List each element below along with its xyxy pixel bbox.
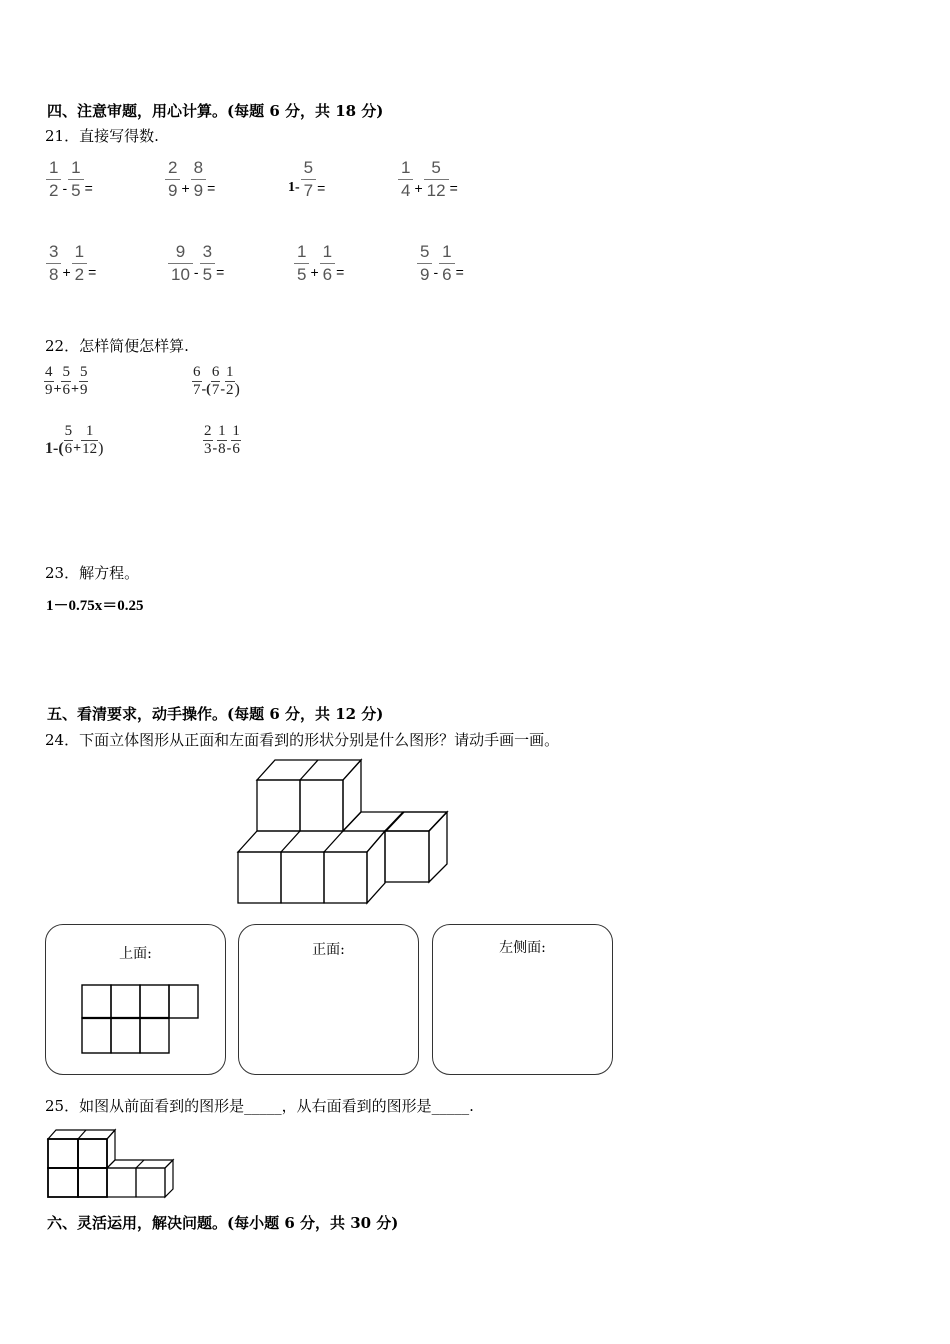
q23-title: 23．解方程。 <box>45 564 140 582</box>
q22-expr-1: $\frac{4}{9}$ + $\frac{5}{6}$ + $\frac{5}{9}$ <box>45 364 88 398</box>
view-box-front[interactable] <box>238 924 419 1075</box>
view-box-top[interactable] <box>45 924 226 1075</box>
view-box-left[interactable] <box>432 924 613 1075</box>
q21-expr-4: $\frac{1}{4}$ + $\frac{5}{12}$ = <box>398 158 459 201</box>
q21-expr-2: $\frac{2}{9}$ + $\frac{8}{9}$ = <box>165 158 216 201</box>
view-box-left-label: 左侧面: <box>499 940 546 956</box>
q21-expr-5: $\frac{3}{8}$ + $\frac{1}{2}$ = <box>46 242 97 285</box>
q21-title: 21．直接写得数. <box>45 127 159 145</box>
q22-expr-2: $\frac{6}{7}$ -( $\frac{6}{7}$ - $\frac{1}{2}$ ) <box>193 364 240 398</box>
q21-expr-6: $\frac{9}{10}$ - $\frac{3}{5}$ = <box>168 242 225 285</box>
q24-title: 24．下面立体图形从正面和左面看到的形状分别是什么图形？请动手画一画。 <box>45 731 560 749</box>
q21-expr-1: $\frac{1}{2}$ - $\frac{1}{5}$ = <box>46 158 94 201</box>
section4-heading: 四、注意审题，用心计算。(每题 6 分，共 18 分) <box>47 102 384 120</box>
q22-expr-3: 1-( $\frac{5}{6}$ + $\frac{1}{12}$ ) <box>45 423 104 457</box>
q21-expr-8: $\frac{5}{9}$ - $\frac{1}{6}$ = <box>417 242 465 285</box>
q21-expr-3: 1- $\frac{5}{7}$ = <box>288 158 326 200</box>
view-box-front-label: 正面: <box>312 942 345 958</box>
q22-expr-4: $\frac{2}{3}$ - $\frac{1}{8}$ - $\frac{1}{6}$ <box>204 423 240 457</box>
view-box-top-label: 上面: <box>119 946 152 962</box>
q25-cube-figure <box>45 1127 180 1202</box>
q24-cube-figure <box>230 755 460 910</box>
q21-expr-7: $\frac{1}{5}$ + $\frac{1}{6}$ = <box>294 242 345 285</box>
section6-heading: 六、灵活运用，解决问题。(每小题 6 分，共 30 分) <box>47 1214 399 1232</box>
section5-heading: 五、看清要求，动手操作。(每题 6 分，共 12 分) <box>47 705 384 723</box>
q22-title: 22．怎样简便怎样算. <box>45 337 189 355</box>
q23-equation: 1－0.75x＝0.25 <box>46 598 144 614</box>
q25-title: 25．如图从前面看到的图形是_____，从右面看到的图形是_____. <box>45 1097 474 1115</box>
top-view-grid <box>81 984 201 1056</box>
